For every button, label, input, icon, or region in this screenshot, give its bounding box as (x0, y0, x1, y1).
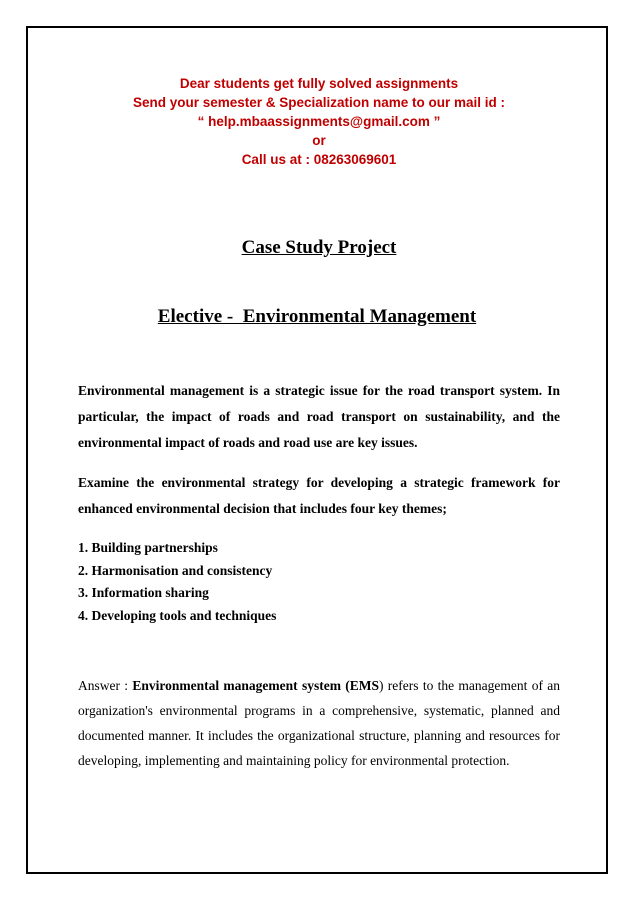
answer-prefix: Answer : (78, 678, 133, 693)
list-item: 1. Building partnerships (78, 540, 218, 555)
promo-email: “ help.mbaassignments@gmail.com ” (197, 114, 441, 129)
list-item: 3. Information sharing (78, 585, 209, 600)
list-item: 4. Developing tools and techniques (78, 607, 277, 623)
document-title: Case Study Project (241, 237, 397, 258)
list-item: 2. Harmonisation and consistency (78, 562, 273, 578)
promo-line-2: Send your semester & Specialization name to our mail id : (132, 95, 506, 110)
answer-term: Environmental management system (EMS (132, 678, 379, 693)
answer-close: ) (379, 678, 384, 693)
themes-list (78, 537, 560, 627)
question-paragraph-2: Examine the environmental strategy for developing a strategic framework for enhanced environmental decision that includes four key themes; (78, 475, 560, 516)
promo-block (0, 74, 638, 169)
document-subtitle: Elective - Environmental Management (157, 306, 477, 327)
question-paragraph-1: Environmental management is a strategic issue for the road transport system. In particular, the impact of roads and road transport on sustainability, and the environmental impact of roads and road use are key issues. (78, 383, 560, 450)
answer-text: refers to the management of an organization's environmental programs in a comprehensive, systematic, planned and documented manner. It includes the organizational structure, planning and resources for developing, implementing and maintaining policy for environmental protection. (78, 678, 560, 768)
promo-phone: Call us at : 08263069601 (241, 152, 397, 167)
promo-or: or (312, 133, 326, 148)
answer-paragraph (78, 673, 560, 773)
promo-line-1: Dear students get fully solved assignments (179, 76, 459, 91)
